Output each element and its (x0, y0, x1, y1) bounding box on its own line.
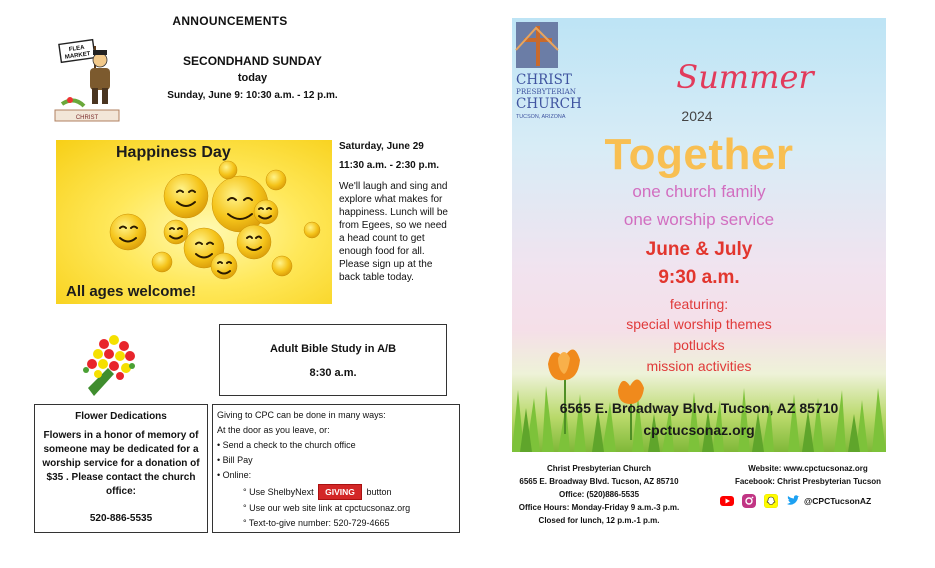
logo-line-4: TUCSON, ARIZONA (516, 114, 566, 120)
poster-featuring: featuring: (669, 296, 729, 312)
logo-line-2: PRESBYTERIAN (516, 87, 577, 96)
church-contact-info (488, 462, 710, 527)
flower-phone: 520-886-5535 (89, 513, 153, 524)
poster-summer: Summer (676, 58, 814, 96)
twitter-icon[interactable] (786, 494, 800, 508)
giving-online: • Online: (217, 470, 252, 480)
happiness-date: Saturday, June 29 (339, 141, 424, 152)
happiness-image-title: Happiness Day (116, 144, 231, 161)
bible-study-time: 8:30 a.m. (309, 367, 357, 379)
giving-intro: Giving to CPC can be done in many ways: (217, 410, 386, 420)
social-icons-row (718, 494, 878, 510)
instagram-icon[interactable] (742, 494, 756, 508)
happiness-description: We'll laugh and sing and explore what makes for happiness. Lunch will be from Egees, so we need a head count to get enough food for all. Please sign up at the back table today. (339, 181, 448, 283)
giving-shelby-line (243, 484, 391, 500)
youtube-icon[interactable] (720, 494, 734, 508)
poster-together: Together (604, 130, 794, 179)
poster-address: 6565 E. Broadway Blvd. Tucson, AZ 85710 (559, 400, 839, 416)
flower-dedications-box (34, 404, 208, 533)
secondhand-today: today (237, 72, 268, 84)
poster-feature-1: special worship themes (626, 316, 772, 332)
church-office-hours: Office Hours: Monday-Friday 9 a.m.-3 p.m. (518, 503, 680, 512)
church-lunch-hours: Closed for lunch, 12 p.m.-1 p.m. (538, 516, 660, 525)
poster-time: 9:30 a.m. (658, 267, 740, 288)
flea-logo-caption: CHRIST (75, 115, 99, 121)
bible-study-box (219, 324, 447, 396)
church-social-info (718, 462, 898, 488)
smiley-faces-illustration (56, 140, 332, 304)
church-address: 6565 E. Broadway Blvd. Tucson, AZ 85710 (519, 477, 679, 486)
giving-shelby-pre: ° Use ShelbyNext (243, 487, 314, 497)
giving-box (212, 404, 460, 533)
secondhand-when: Sunday, June 9: 10:30 a.m. - 12 p.m. (167, 90, 338, 101)
svg-text:FLEA: FLEA (68, 44, 85, 54)
church-website[interactable]: Website: www.cpctucsonaz.org (748, 464, 868, 473)
giving-text-to-give: ° Text-to-give number: 520-729-4665 (243, 518, 390, 528)
poster-line-1: one church family (632, 182, 766, 201)
giving-website: ° Use our web site link at cpctucsonaz.org (243, 503, 411, 513)
flower-text: Flowers in a honor of memory of someone may be dedicated for a worship service for a donation of $35 . Please contact the church office: (42, 430, 200, 497)
giving-button[interactable]: GIVING (318, 484, 362, 500)
church-logo (514, 20, 588, 122)
giving-check: • Send a check to the church office (217, 440, 356, 450)
flower-title: Flower Dedications (75, 411, 167, 422)
bible-study-title: Adult Bible Study in A/B (269, 343, 397, 355)
poster-feature-3: mission activities (646, 358, 752, 374)
poster-dates: June & July (645, 239, 753, 260)
snapchat-icon[interactable] (764, 494, 778, 508)
church-office-phone: Office: (520)886-5535 (558, 490, 640, 499)
poster-line-2: one worship service (623, 210, 775, 229)
happiness-image-tagline: All ages welcome! (66, 283, 197, 300)
church-facebook[interactable]: Facebook: Christ Presbyterian Tucson (734, 477, 882, 486)
flower-bouquet-image (74, 330, 142, 400)
logo-line-1: CHRIST (516, 72, 572, 88)
giving-billpay: • Bill Pay (217, 455, 253, 465)
flea-market-logo (54, 38, 120, 122)
church-name: Christ Presbyterian Church (546, 464, 652, 473)
poster-year: 2024 (681, 108, 713, 124)
giving-door: At the door as you leave, or: (217, 425, 330, 435)
poster-feature-2: potlucks (673, 337, 725, 353)
logo-line-3: CHURCH (516, 96, 582, 112)
giving-shelby-post: button (366, 487, 392, 497)
poster-website: cpctucsonaz.org (643, 422, 755, 438)
summer-poster (512, 18, 886, 452)
secondhand-title: SECONDHAND SUNDAY (183, 54, 322, 68)
happiness-time: 11:30 a.m. - 2:30 p.m. (339, 160, 440, 171)
announcements-title: ANNOUNCEMENTS (172, 14, 288, 28)
social-handle[interactable]: @CPCTucsonAZ (804, 496, 872, 506)
happiness-day-image (56, 140, 332, 304)
svg-text:MARKET: MARKET (64, 51, 91, 61)
